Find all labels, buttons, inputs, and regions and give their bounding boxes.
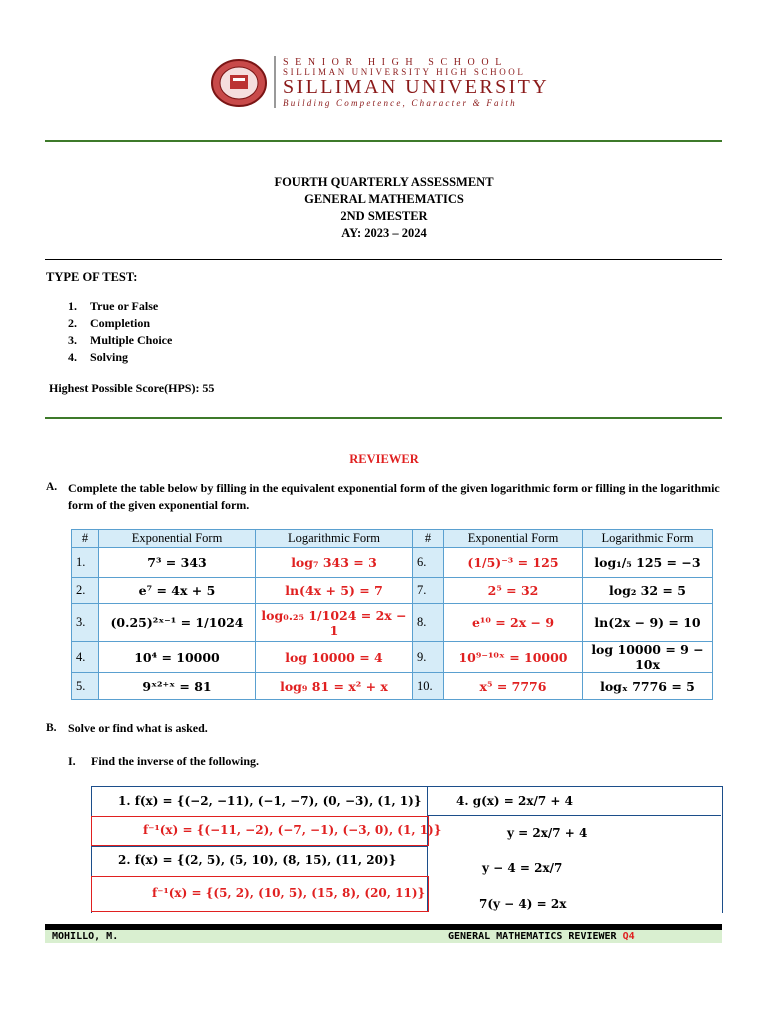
section-b-label: B. — [46, 722, 57, 734]
row-number: 8. — [413, 604, 444, 642]
column-header: Logarithmic Form — [583, 530, 713, 548]
page-title — [0, 174, 768, 242]
column-header: # — [72, 530, 99, 548]
section-a-instructions: Complete the table below by filling in the equivalent exponential form of the given logarithmic form or filling in the logarithmic form of the given exponential form. — [68, 481, 720, 512]
highest-possible-score: Highest Possible Score(HPS): 55 — [49, 381, 215, 395]
answer-1: f⁻¹(x) = {(−11, −2), (−7, −1), (−3, 0), (1, 1)} — [143, 823, 442, 837]
list-label: Solving — [90, 350, 129, 364]
exponential-cell: (0.25)²ˣ⁻¹ = 1/1024 — [99, 604, 256, 642]
logarithmic-cell: log₀.₂₅ 1/1024 = 2x − 1 — [256, 604, 413, 642]
exponential-cell: (1/5)⁻³ = 125 — [444, 548, 583, 578]
question-4: 4. g(x) = 2x/7 + 4 — [456, 794, 574, 808]
list-label: Completion — [90, 316, 150, 330]
underline-divider — [45, 259, 722, 260]
footer-author: MOHILLO, M. — [52, 931, 119, 942]
list-number: 2. — [68, 316, 77, 330]
row-number: 4. — [72, 642, 99, 673]
title-line-1: FOURTH QUARTERLY ASSESSMENT — [274, 175, 494, 189]
row-number: 10. — [413, 673, 444, 700]
column-header: Exponential Form — [444, 530, 583, 548]
logarithmic-cell: log 10000 = 9 − 10x — [583, 642, 713, 673]
list-label: True or False — [90, 299, 159, 313]
header-school-name: SILLIMAN UNIVERSITY HIGH SCHOOL — [283, 67, 526, 77]
row-number: 5. — [72, 673, 99, 700]
exponential-cell: 10⁴ = 10000 — [99, 642, 256, 673]
exponential-cell: e⁷ = 4x + 5 — [99, 578, 256, 604]
divider — [45, 140, 722, 142]
list-number: 1. — [68, 299, 77, 313]
section-b-instructions: Solve or find what is asked. — [68, 721, 208, 735]
row-number: 6. — [413, 548, 444, 578]
logarithmic-cell: ln(2x − 9) = 10 — [583, 604, 713, 642]
list-item — [68, 298, 172, 315]
row-number: 2. — [72, 578, 99, 604]
reviewer-title: REVIEWER — [349, 452, 419, 466]
footer-subject-text: GENERAL MATHEMATICS REVIEWER — [448, 931, 617, 942]
type-of-test-list — [68, 298, 172, 366]
part-i-instructions: Find the inverse of the following. — [91, 754, 259, 768]
column-header: Exponential Form — [99, 530, 256, 548]
exponential-cell: 10⁹⁻¹⁰ˣ = 10000 — [444, 642, 583, 673]
row-number: 3. — [72, 604, 99, 642]
logarithmic-cell: log₁/₅ 125 = −3 — [583, 548, 713, 578]
row-number: 1. — [72, 548, 99, 578]
column-header: # — [413, 530, 444, 548]
logarithmic-cell: log 10000 = 4 — [256, 642, 413, 673]
logarithmic-cell: log₉ 81 = x² + x — [256, 673, 413, 700]
table-row — [72, 578, 713, 604]
list-item — [68, 315, 172, 332]
solution-step-2: y − 4 = 2x/7 — [482, 861, 563, 875]
logarithmic-cell: log₇ 343 = 3 — [256, 548, 413, 578]
table-row — [72, 642, 713, 673]
table-row — [72, 604, 713, 642]
footer-subject — [448, 931, 635, 942]
university-seal-icon — [210, 58, 268, 108]
title-line-3: 2ND SMESTER — [340, 209, 428, 223]
answer-2: f⁻¹(x) = {(5, 2), (10, 5), (15, 8), (20, 11)} — [152, 886, 426, 900]
solution-step-1: y = 2x/7 + 4 — [507, 826, 588, 840]
row-number: 7. — [413, 578, 444, 604]
exponential-cell: 7³ = 343 — [99, 548, 256, 578]
column-header: Logarithmic Form — [256, 530, 413, 548]
list-item — [68, 349, 172, 366]
section-a-label: A. — [46, 481, 58, 493]
logarithmic-cell: logₓ 7776 = 5 — [583, 673, 713, 700]
exponential-cell: 2⁵ = 32 — [444, 578, 583, 604]
row-divider — [91, 846, 428, 847]
header-university-name: SILLIMAN UNIVERSITY — [283, 76, 550, 98]
table-row — [72, 673, 713, 700]
header-motto: Building Competence, Character & Faith — [283, 98, 517, 108]
header-school-level: SENIOR HIGH SCHOOL — [283, 57, 508, 68]
log-exp-table — [71, 529, 713, 700]
exponential-cell: 9ˣ²⁺ˣ = 81 — [99, 673, 256, 700]
table-row — [72, 548, 713, 578]
question-2: 2. f(x) = {(2, 5), (5, 10), (8, 15), (11, 20)} — [118, 853, 397, 867]
question-1: 1. f(x) = {(−2, −11), (−1, −7), (0, −3), (1, 1)} — [118, 794, 422, 808]
row-divider — [428, 815, 721, 816]
solution-step-3: 7(y − 4) = 2x — [479, 897, 567, 911]
logarithmic-cell: log₂ 32 = 5 — [583, 578, 713, 604]
exponential-cell: e¹⁰ = 2x − 9 — [444, 604, 583, 642]
list-number: 3. — [68, 333, 77, 347]
header-divider — [274, 56, 276, 108]
list-label: Multiple Choice — [90, 333, 173, 347]
title-line-4: AY: 2023 – 2024 — [341, 226, 427, 240]
list-number: 4. — [68, 350, 77, 364]
divider — [45, 417, 722, 419]
list-item — [68, 332, 172, 349]
exponential-cell: x⁵ = 7776 — [444, 673, 583, 700]
type-of-test-heading: TYPE OF TEST: — [46, 270, 138, 284]
part-i-label: I. — [68, 754, 76, 768]
title-line-2: GENERAL MATHEMATICS — [304, 192, 464, 206]
table-header-row — [72, 530, 713, 548]
logarithmic-cell: ln(4x + 5) = 7 — [256, 578, 413, 604]
footer-quarter: Q4 — [622, 931, 635, 942]
row-number: 9. — [413, 642, 444, 673]
